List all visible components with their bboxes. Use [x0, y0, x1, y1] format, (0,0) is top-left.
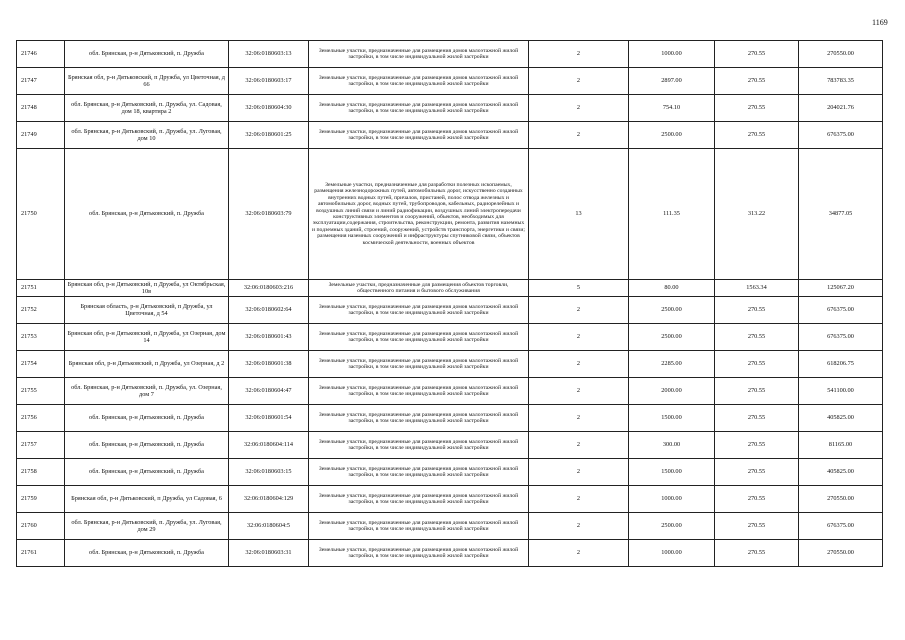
row-address: Брянская обл, р-н Дятьковский, п Дружба, ул Октябрьская, 10в	[65, 280, 229, 297]
row-group: 2	[529, 540, 629, 567]
row-cadastral-value: 204021.76	[799, 95, 883, 122]
row-cadastral-value: 270550.00	[799, 486, 883, 513]
table-row	[17, 95, 883, 122]
row-land-purpose: Земельные участки, предназначенные для размещения домов малоэтажной жилой застройки, в том числе индивидуальной жилой застройки	[309, 378, 529, 405]
row-area: 1500.00	[629, 459, 715, 486]
row-address: обл. Брянская, р-н Дятьковский, п. Дружба, ул. Озерная, дом 7	[65, 378, 229, 405]
row-group: 5	[529, 280, 629, 297]
row-cadastral-number: 32:06:0180601:54	[229, 405, 309, 432]
row-group: 2	[529, 513, 629, 540]
row-cadastral-number: 32:06:0180603:31	[229, 540, 309, 567]
row-cadastral-number: 32:06:0180603:13	[229, 41, 309, 68]
row-specific-value: 313.22	[715, 149, 799, 280]
table-row	[17, 280, 883, 297]
row-specific-value: 270.55	[715, 486, 799, 513]
table-row	[17, 432, 883, 459]
table-row	[17, 459, 883, 486]
row-area: 2500.00	[629, 513, 715, 540]
row-address: Брянская область, р-н Дятьковский, п Дружба, ул Цветочная, д 54	[65, 297, 229, 324]
table-row	[17, 405, 883, 432]
row-specific-value: 270.55	[715, 513, 799, 540]
row-land-purpose: Земельные участки, предназначенные для размещения домов малоэтажной жилой застройки, в том числе индивидуальной жилой застройки	[309, 95, 529, 122]
row-id: 21761	[17, 540, 65, 567]
row-land-purpose: Земельные участки, предназначенные для размещения домов малоэтажной жилой застройки, в том числе индивидуальной жилой застройки	[309, 351, 529, 378]
row-cadastral-number: 32:06:0180604:129	[229, 486, 309, 513]
row-specific-value: 270.55	[715, 540, 799, 567]
row-address: обл. Брянская, р-н Дятьковский, п. Дружба	[65, 405, 229, 432]
row-id: 21758	[17, 459, 65, 486]
row-area: 1000.00	[629, 540, 715, 567]
row-cadastral-number: 32:06:0180603:15	[229, 459, 309, 486]
row-cadastral-number: 32:06:0180603:216	[229, 280, 309, 297]
row-area: 2500.00	[629, 122, 715, 149]
row-specific-value: 270.55	[715, 432, 799, 459]
row-specific-value: 270.55	[715, 41, 799, 68]
row-specific-value: 270.55	[715, 378, 799, 405]
table-row	[17, 68, 883, 95]
row-area: 2500.00	[629, 324, 715, 351]
row-cadastral-number: 32:06:0180604:30	[229, 95, 309, 122]
row-land-purpose: Земельные участки, предназначенные для размещения домов малоэтажной жилой застройки, в том числе индивидуальной жилой застройки	[309, 122, 529, 149]
row-area: 2285.00	[629, 351, 715, 378]
row-area: 2500.00	[629, 297, 715, 324]
row-specific-value: 1563.34	[715, 280, 799, 297]
row-cadastral-number: 32:06:0180601:38	[229, 351, 309, 378]
row-group: 2	[529, 432, 629, 459]
row-group: 2	[529, 405, 629, 432]
row-address: Брянская обл, р-н Дятьковский, п Дружба, ул Озерная, дом 14	[65, 324, 229, 351]
row-specific-value: 270.55	[715, 405, 799, 432]
page-number: 1169	[872, 18, 888, 27]
row-cadastral-number: 32:06:0180601:25	[229, 122, 309, 149]
row-id: 21748	[17, 95, 65, 122]
row-group: 2	[529, 122, 629, 149]
row-area: 300.00	[629, 432, 715, 459]
row-land-purpose: Земельные участки, предназначенные для размещения домов малоэтажной жилой застройки, в том числе индивидуальной жилой застройки	[309, 513, 529, 540]
row-id: 21760	[17, 513, 65, 540]
row-group: 2	[529, 378, 629, 405]
row-address: обл. Брянская, р-н Дятьковский, п. Дружба	[65, 432, 229, 459]
row-land-purpose: Земельные участки, предназначенные для размещения домов малоэтажной жилой застройки, в том числе индивидуальной жилой застройки	[309, 405, 529, 432]
row-cadastral-number: 32:06:0180604:47	[229, 378, 309, 405]
row-id: 21753	[17, 324, 65, 351]
row-cadastral-value: 34877.05	[799, 149, 883, 280]
row-address: обл. Брянская, р-н Дятьковский, п. Дружба	[65, 149, 229, 280]
table-row	[17, 486, 883, 513]
row-land-purpose: Земельные участки, предназначенные для размещения домов малоэтажной жилой застройки, в том числе индивидуальной жилой застройки	[309, 540, 529, 567]
row-land-purpose: Земельные участки, предназначенные для размещения домов малоэтажной жилой застройки, в том числе индивидуальной жилой застройки	[309, 324, 529, 351]
row-id: 21759	[17, 486, 65, 513]
row-land-purpose: Земельные участки, предназначенные для размещения домов малоэтажной жилой застройки, в том числе индивидуальной жилой застройки	[309, 68, 529, 95]
row-group: 2	[529, 351, 629, 378]
row-cadastral-value: 618206.75	[799, 351, 883, 378]
row-specific-value: 270.55	[715, 351, 799, 378]
row-cadastral-number: 32:06:0180601:43	[229, 324, 309, 351]
row-group: 2	[529, 324, 629, 351]
row-address: Брянская обл, р-н Дятьковский, п Дружба, ул Озерная, д 2	[65, 351, 229, 378]
row-specific-value: 270.55	[715, 122, 799, 149]
table-row	[17, 122, 883, 149]
row-land-purpose: Земельные участки, предназначенные для размещения домов малоэтажной жилой застройки, в том числе индивидуальной жилой застройки	[309, 486, 529, 513]
table-row	[17, 513, 883, 540]
row-area: 80.00	[629, 280, 715, 297]
row-cadastral-value: 676375.00	[799, 122, 883, 149]
row-area: 1000.00	[629, 486, 715, 513]
row-id: 21754	[17, 351, 65, 378]
row-specific-value: 270.55	[715, 95, 799, 122]
row-group: 2	[529, 459, 629, 486]
row-address: обл. Брянская, р-н Дятьковский, п. Дружба	[65, 540, 229, 567]
row-id: 21755	[17, 378, 65, 405]
row-cadastral-number: 32:06:0180604:114	[229, 432, 309, 459]
row-land-purpose: Земельные участки, предназначенные для размещения домов малоэтажной жилой застройки, в том числе индивидуальной жилой застройки	[309, 459, 529, 486]
row-cadastral-value: 405825.00	[799, 405, 883, 432]
table-row	[17, 351, 883, 378]
row-id: 21746	[17, 41, 65, 68]
row-land-purpose: Земельные участки, предназначенные для размещения домов малоэтажной жилой застройки, в том числе индивидуальной жилой застройки	[309, 297, 529, 324]
row-id: 21747	[17, 68, 65, 95]
row-land-purpose: Земельные участки, предназначенные для размещения домов малоэтажной жилой застройки, в том числе индивидуальной жилой застройки	[309, 432, 529, 459]
row-group: 2	[529, 95, 629, 122]
table-row	[17, 540, 883, 567]
row-address: Брянская обл, р-н Дятьковский, п Дружба, ул Садовая, 6	[65, 486, 229, 513]
row-land-purpose: Земельные участки, предназначенные для размещения объектов торговли, общественного питания и бытового обслуживания	[309, 280, 529, 297]
row-cadastral-value: 405825.00	[799, 459, 883, 486]
row-id: 21751	[17, 280, 65, 297]
row-area: 1500.00	[629, 405, 715, 432]
table-row	[17, 41, 883, 68]
row-area: 2000.00	[629, 378, 715, 405]
row-group: 2	[529, 297, 629, 324]
row-id: 21756	[17, 405, 65, 432]
table-row	[17, 324, 883, 351]
row-cadastral-number: 32:06:0180603:17	[229, 68, 309, 95]
row-land-purpose: Земельные участки, предназначенные для размещения домов малоэтажной жилой застройки, в том числе индивидуальной жилой застройки	[309, 41, 529, 68]
row-group: 2	[529, 68, 629, 95]
row-area: 111.35	[629, 149, 715, 280]
row-cadastral-value: 783783.35	[799, 68, 883, 95]
row-id: 21749	[17, 122, 65, 149]
row-cadastral-value: 270550.00	[799, 41, 883, 68]
row-land-purpose: Земельные участки, предназначенные для разработки полезных ископаемых, размещения железнодорожных путей, автомобильных дорог, искусственно созданных внутренних водных путей, причалов, пристаней, полос отвода железных и автомобильных дорог, водных путей, трубопроводов, кабельных, радиорелейных и воздушных линий связи и линий радиофикации, воздушных линий электропередачи конструктивных элементов и сооружений, объектов, необходимых для эксплуатации,содержания, строительства, реконструкции, ремонта, развития наземных и подземных зданий, строений, сооружений, устройств транспорта, энергетики и связи; размещения наземных сооружений и инфраструктуры спутниковой связи, объектов космической деятельности, военных объектов	[309, 149, 529, 280]
row-address: обл. Брянская, р-н Дятьковский, п. Дружба, ул. Луговая, дом 10	[65, 122, 229, 149]
row-address: обл. Брянская, р-н Дятьковский, п. Дружба, ул. Луговая, дом 29	[65, 513, 229, 540]
row-area: 1000.00	[629, 41, 715, 68]
row-specific-value: 270.55	[715, 459, 799, 486]
row-id: 21750	[17, 149, 65, 280]
row-group: 13	[529, 149, 629, 280]
row-address: обл. Брянская, р-н Дятьковский, п. Дружба	[65, 459, 229, 486]
row-cadastral-number: 32:06:0180604:5	[229, 513, 309, 540]
row-id: 21752	[17, 297, 65, 324]
row-area: 2897.00	[629, 68, 715, 95]
row-cadastral-value: 676375.00	[799, 324, 883, 351]
table-row	[17, 297, 883, 324]
row-address: обл. Брянская, р-н Дятьковский, п. Дружба, ул. Садовая, дом 18, квартира 2	[65, 95, 229, 122]
row-address: Брянская обл, р-н Дятьковский, п Дружба, ул Цветочная, д 66	[65, 68, 229, 95]
row-cadastral-value: 81165.00	[799, 432, 883, 459]
row-cadastral-value: 270550.00	[799, 540, 883, 567]
row-cadastral-value: 125067.20	[799, 280, 883, 297]
row-cadastral-number: 32:06:0180602:64	[229, 297, 309, 324]
row-specific-value: 270.55	[715, 297, 799, 324]
row-group: 2	[529, 486, 629, 513]
land-registry-table	[16, 40, 883, 567]
table-body	[17, 41, 883, 567]
row-area: 754.10	[629, 95, 715, 122]
row-cadastral-value: 676375.00	[799, 513, 883, 540]
table-row	[17, 378, 883, 405]
row-cadastral-value: 541100.00	[799, 378, 883, 405]
row-group: 2	[529, 41, 629, 68]
row-specific-value: 270.55	[715, 68, 799, 95]
row-cadastral-number: 32:06:0180603:79	[229, 149, 309, 280]
row-address: обл. Брянская, р-н Дятьковский, п. Дружба	[65, 41, 229, 68]
row-specific-value: 270.55	[715, 324, 799, 351]
row-cadastral-value: 676375.00	[799, 297, 883, 324]
table-row	[17, 149, 883, 280]
row-id: 21757	[17, 432, 65, 459]
